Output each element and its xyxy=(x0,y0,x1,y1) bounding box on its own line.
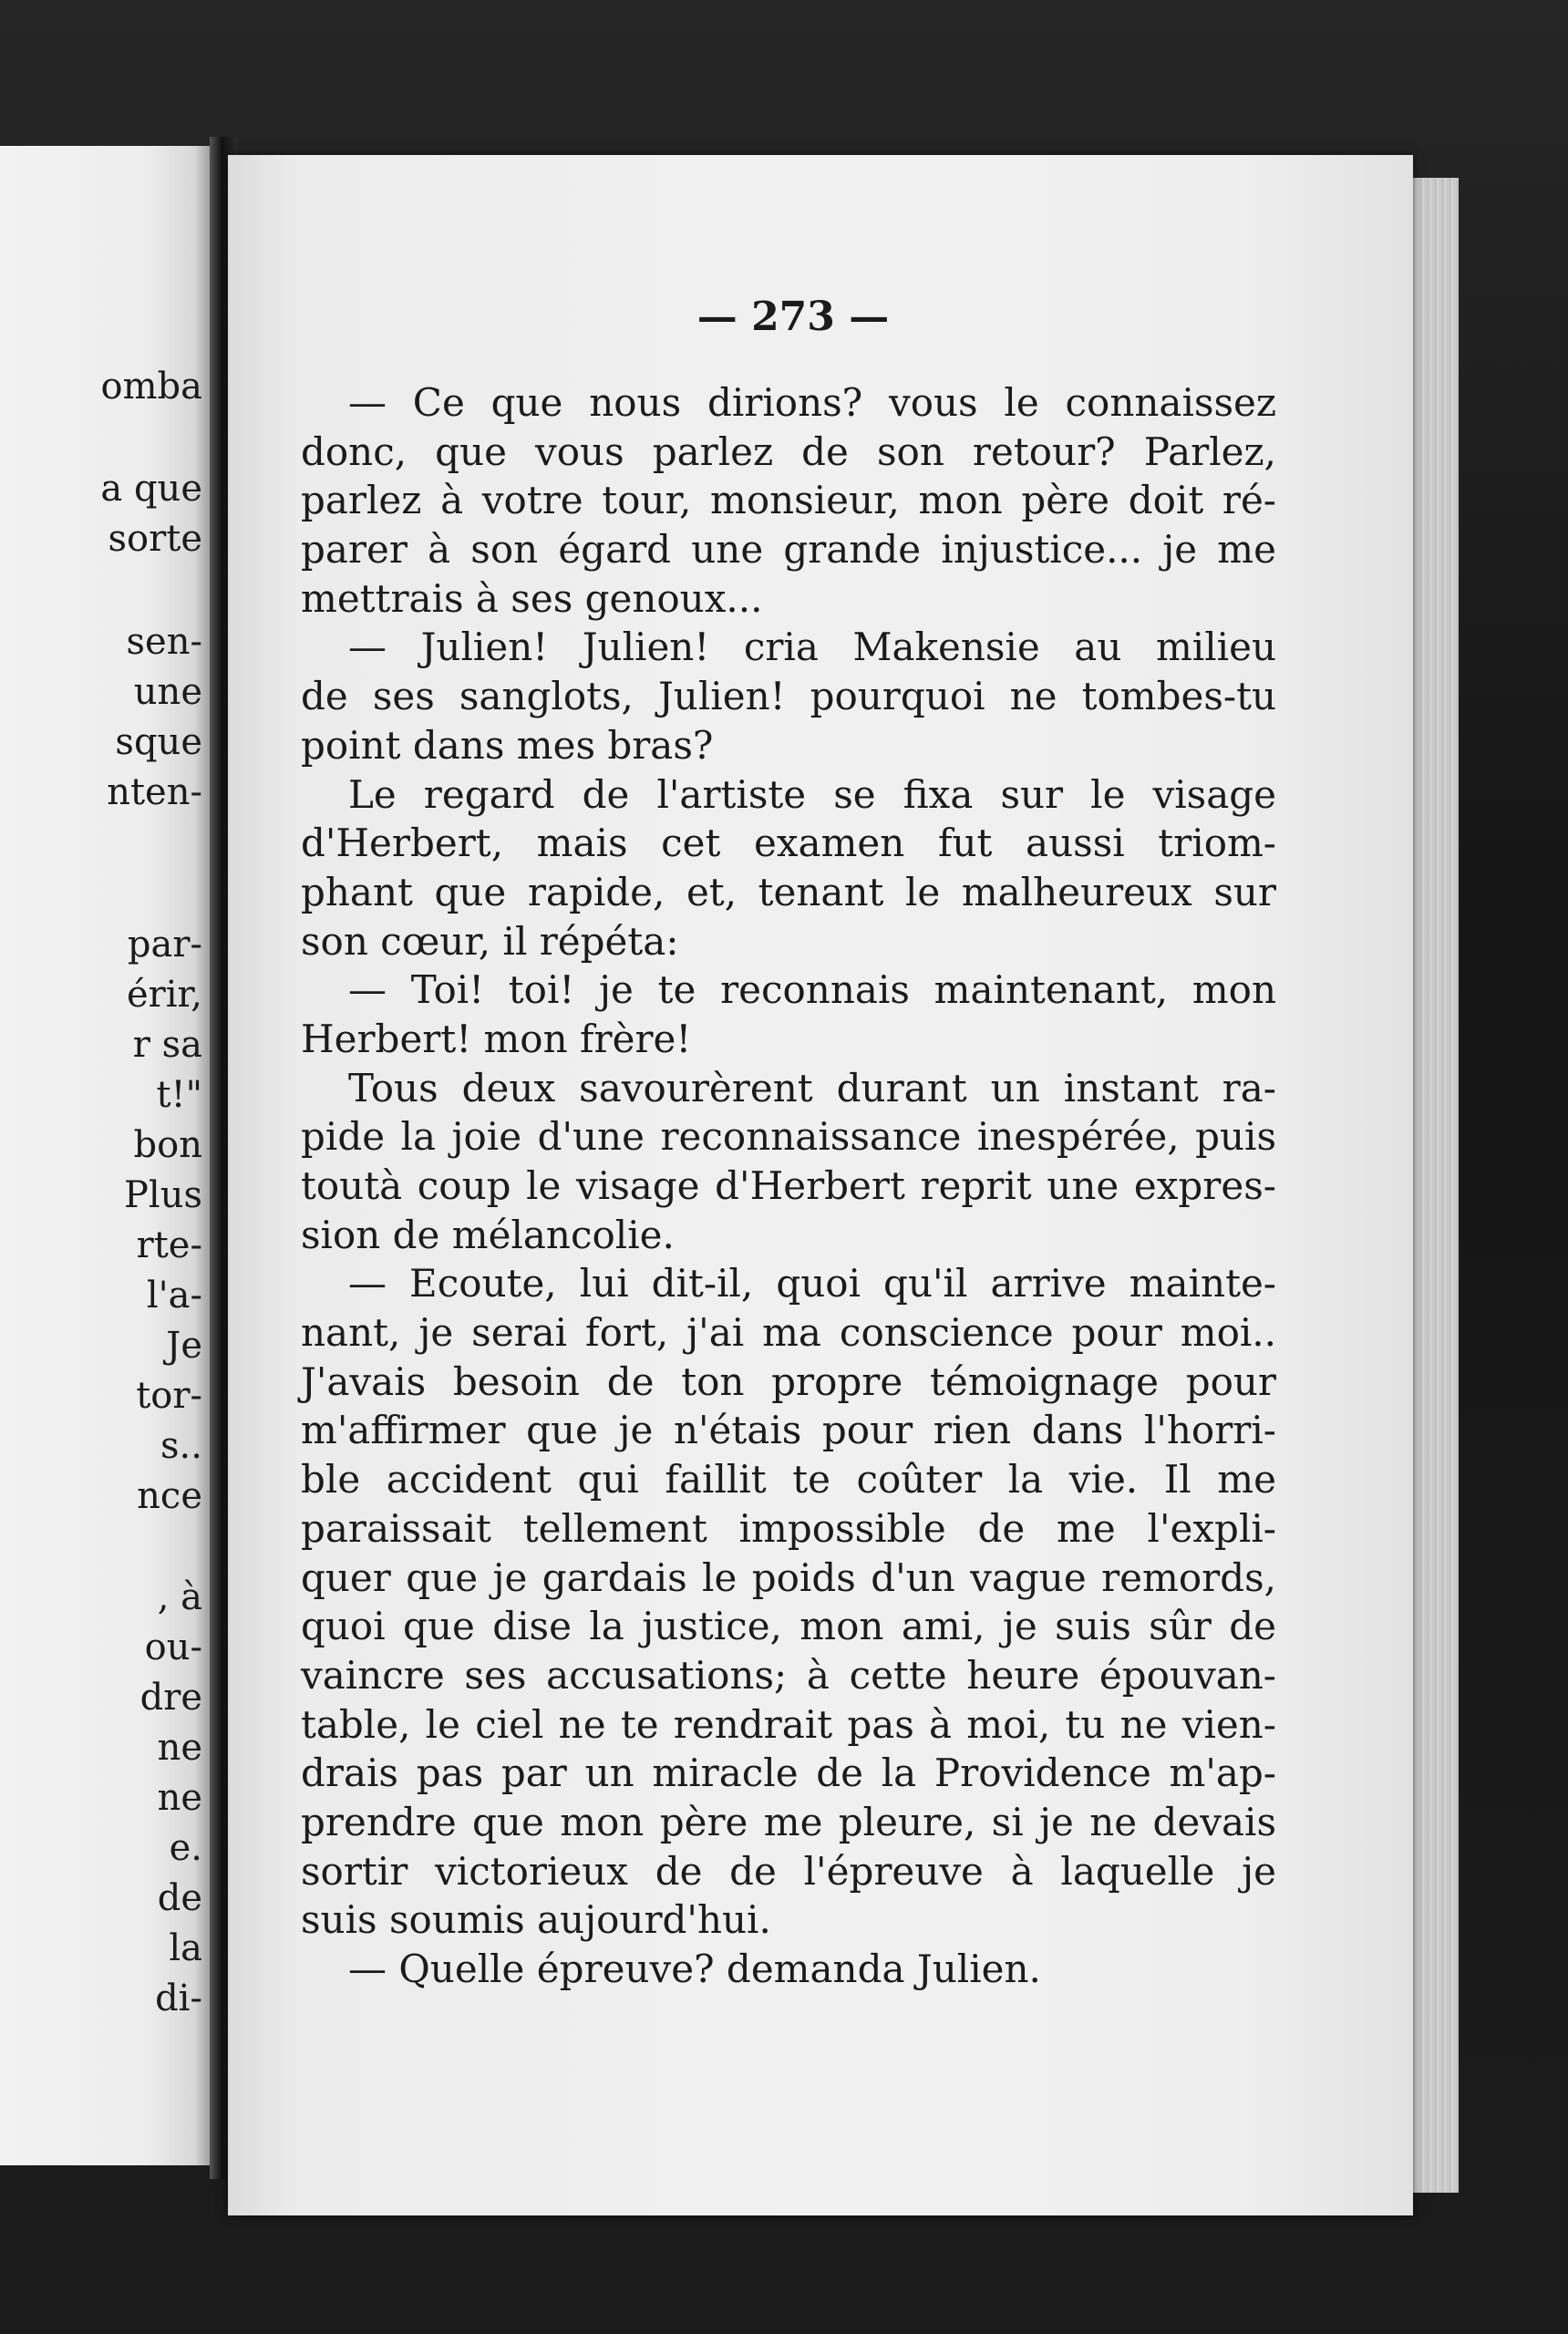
previous-page-text-fragment: s.. xyxy=(160,1425,202,1467)
previous-page-text-fragment: omba xyxy=(100,366,202,408)
previous-page-text-fragment: t!" xyxy=(156,1074,202,1116)
text-line: paraissait tellement impossible de me l'expli- xyxy=(301,1505,1276,1551)
text-line: sortir victorieux de de l'épreuve à laquelle je xyxy=(301,1848,1276,1894)
text-line: d'Herbert, mais cet examen fut aussi triom- xyxy=(301,821,1276,866)
text-line: donc, que vous parlez de son retour? Parlez, xyxy=(301,429,1276,474)
text-line: vaincre ses accusations; à cette heure épouvan- xyxy=(301,1652,1276,1698)
text-line: de ses sanglots, Julien! pourquoi ne tombes-tu xyxy=(301,674,1276,719)
previous-page-text-fragment: Plus xyxy=(124,1174,202,1216)
text-line: sion de mélancolie. xyxy=(301,1212,675,1257)
text-line: m'affirmer que je n'étais pour rien dans l'horri- xyxy=(301,1408,1276,1453)
text-line: — Julien! Julien! cria Makensie au milieu xyxy=(348,625,1276,670)
previous-page-text-fragment: Je xyxy=(166,1325,202,1367)
previous-page-text-fragment: sorte xyxy=(108,518,202,560)
previous-page-text-fragment: de xyxy=(157,1877,202,1919)
text-line: drais pas par un miracle de la Providence m'ap- xyxy=(301,1750,1276,1796)
previous-page-text-fragment: sen- xyxy=(126,621,202,663)
previous-page-text-fragment: tor- xyxy=(136,1375,202,1417)
text-line: quoi que dise la justice, mon ami, je suis sûr de xyxy=(301,1604,1276,1649)
text-line: phant que rapide, et, tenant le malheureux sur xyxy=(301,869,1276,914)
previous-page-text-fragment: érir, xyxy=(126,974,202,1016)
previous-page-text-fragment: ou- xyxy=(144,1627,202,1668)
previous-page-strip xyxy=(0,146,211,2165)
text-line: prendre que mon père me pleure, si je ne devais xyxy=(301,1799,1276,1844)
previous-page-text-fragment: rte- xyxy=(136,1224,202,1266)
text-line: mettrais à ses genoux... xyxy=(301,575,763,621)
previous-page-text-fragment: di- xyxy=(155,1978,202,2019)
text-line: — Quelle épreuve? demanda Julien. xyxy=(348,1947,1041,1991)
previous-page-text-fragment: ne xyxy=(157,1777,202,1819)
previous-page-text-fragment: bon xyxy=(133,1124,202,1166)
text-line: table, le ciel ne te rendrait pas à moi, tu ne vien- xyxy=(301,1701,1276,1747)
text-line: J'avais besoin de ton propre témoignage pour xyxy=(301,1358,1276,1404)
previous-page-text-fragment: dre xyxy=(139,1677,202,1719)
previous-page-text-fragment: nten- xyxy=(107,771,202,813)
text-line: parer à son égard une grande injustice... je me xyxy=(301,527,1276,573)
previous-page-text-fragment: sque xyxy=(115,721,202,763)
text-line: point dans mes bras? xyxy=(301,722,714,768)
previous-page-text-fragment: nce xyxy=(137,1475,202,1517)
text-line: Le regard de l'artiste se fixa sur le visage xyxy=(348,771,1276,817)
previous-page-text-fragment: a que xyxy=(100,468,202,510)
text-line: parlez à votre tour, monsieur, mon père doit ré- xyxy=(301,478,1276,523)
page-number: — 273 — xyxy=(696,294,890,340)
text-line: — Ecoute, lui dit-il, quoi qu'il arrive mainte- xyxy=(348,1261,1276,1306)
previous-page-text-fragment: r sa xyxy=(132,1024,202,1066)
text-line: — Ce que nous dirions? vous le connaissez xyxy=(348,380,1276,425)
previous-page-text-fragment: e. xyxy=(169,1827,202,1869)
text-line: quer que je gardais le poids d'un vague remords, xyxy=(301,1554,1276,1600)
previous-page-text-fragment: une xyxy=(133,671,202,713)
previous-page-text-fragment: la xyxy=(169,1927,202,1969)
previous-page-text-fragment: ne xyxy=(157,1727,202,1769)
text-line: pide la joie d'une reconnaissance inespérée, puis xyxy=(301,1114,1276,1160)
text-line: nant, je serai fort, j'ai ma conscience pour moi.. xyxy=(301,1310,1276,1356)
text-line: — Toi! toi! je te reconnais maintenant, mon xyxy=(348,967,1276,1013)
text-line: ble accident qui faillit te coûter la vie. Il me xyxy=(301,1457,1276,1503)
text-line: Herbert! mon frère! xyxy=(301,1016,692,1061)
previous-page-text-fragment: , à xyxy=(157,1576,202,1618)
page-body-text xyxy=(301,378,1276,1994)
text-line: toutà coup le visage d'Herbert reprit une expres- xyxy=(301,1163,1276,1208)
previous-page-text-fragment: par- xyxy=(127,924,202,966)
text-line: Tous deux savourèrent durant un instant ra- xyxy=(348,1065,1276,1110)
previous-page-text-fragment: l'a- xyxy=(146,1275,202,1317)
text-line: son cœur, il répéta: xyxy=(301,918,679,964)
text-line: suis soumis aujourd'hui. xyxy=(301,1897,771,1943)
